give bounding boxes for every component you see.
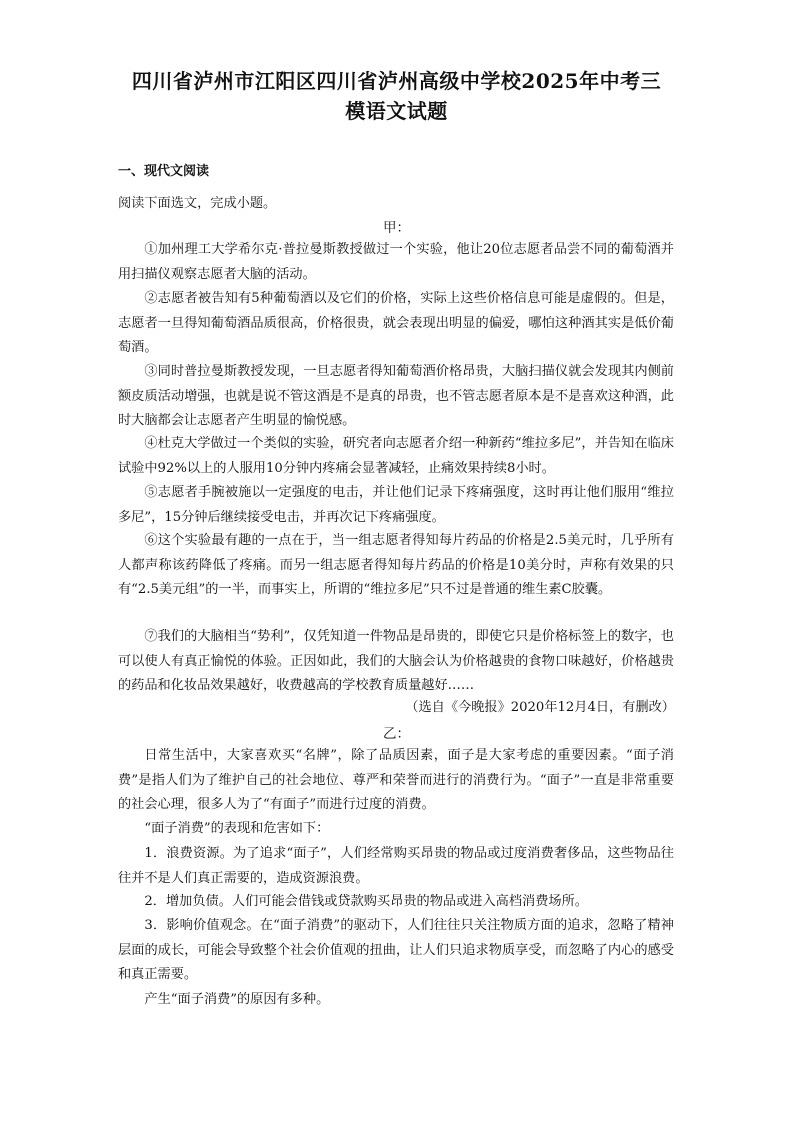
document-title bbox=[100, 66, 693, 126]
passage-jia-source: （选自《今晚报》2020年12月4日，有删改） bbox=[405, 700, 675, 715]
passage-yi-paragraph: 1．浪费资源。为了追求“面子”，人们经常购买昂贵的物品或过度消费奢侈品，这些物品往往并不是人们真正需要的，造成资源浪费。 bbox=[118, 846, 674, 886]
passage-yi-paragraph: 3．影响价值观念。在“面子消费”的驱动下，人们往往只关注物质方面的追求，忽略了精神层面的成长，可能会导致整个社会价值观的扭曲，让人们只追求物质享受，而忽略了内心的感受和真正需要。 bbox=[118, 918, 674, 982]
passage-yi-paragraph: 日常生活中，大家喜欢买“名牌”，除了品质因素，面子是大家考虑的重要因素。“面子消费”是指人们为了维护自己的社会地位、尊严和荣誉而进行的消费行为。“面子”一直是非常重要的社会心理，很多人为了“有面子”而进行过度的消费。 bbox=[118, 748, 674, 812]
passage-yi-paragraph: “面子消费”的表现和危害如下： bbox=[144, 821, 330, 836]
passage-jia-paragraph: ③同时普拉曼斯教授发现，一旦志愿者得知葡萄酒价格昂贵，大脑扫描仪就会发现其内侧前额皮质活动增强，也就是说不管这酒是不是真的昂贵，也不管志愿者原本是不是喜欢这种酒，此时大脑都会让志愿者产生明显的愉悦感。 bbox=[118, 364, 674, 428]
passage-jia-paragraph: ②志愿者被告知有5种葡萄酒以及它们的价格，实际上这些价格信息可能是虚假的。但是，志愿者一旦得知葡萄酒品质很高，价格很贵，就会表现出明显的偏爱，哪怕这种酒其实是低价葡萄酒。 bbox=[118, 291, 674, 355]
passage-jia-paragraph: ⑦我们的大脑相当“势利”，仅凭知道一件物品是昂贵的，即使它只是价格标签上的数字，也可以使人有真正愉悦的体验。正因如此，我们的大脑会认为价格越贵的食物口味越好，价格越贵的药品和化妆品效果越好，收费越高的学校教育质量越好…… bbox=[118, 629, 674, 693]
passage-jia-paragraph: ⑤志愿者手腕被施以一定强度的电击，并让他们记录下疼痛强度，这时再让他们服用“维拉多尼”，15分钟后继续接受电击，并再次记下疼痛强度。 bbox=[118, 485, 674, 525]
reading-instruction: 阅读下面选文，完成小题。 bbox=[118, 196, 277, 211]
title-line-1: 四川省泸州市江阳区四川省泸州高级中学校2025年中考三 bbox=[131, 69, 662, 93]
passage-yi-label: 乙： bbox=[383, 726, 410, 742]
passage-yi-paragraph: 2．增加负债。人们可能会借钱或贷款购买昂贵的物品或进入高档消费场所。 bbox=[144, 894, 588, 909]
passage-jia-paragraph: ④杜克大学做过一个类似的实验，研究者向志愿者介绍一种新药“维拉多尼”，并告知在临床试验中92%以上的人服用10分钟内疼痛会显著减轻，止痛效果持续8小时。 bbox=[118, 436, 674, 476]
title-line-2: 模语文试题 bbox=[345, 99, 448, 123]
passage-jia-paragraph: ⑥这个实验最有趣的一点在于，当一组志愿者得知每片药品的价格是2.5美元时，几乎所有人都声称该药降低了疼痛。而另一组志愿者得知每片药品的价格是10美分时，声称有效果的只有“2.5美元组”的一半，而事实上，所谓的“维拉多尼”只不过是普通的维生素C胶囊。 bbox=[118, 533, 674, 597]
section-heading: 一、现代文阅读 bbox=[118, 164, 210, 179]
passage-jia-paragraph: ①加州理工大学希尔克·普拉曼斯教授做过一个实验，他让20位志愿者品尝不同的葡萄酒并用扫描仪观察志愿者大脑的活动。 bbox=[118, 242, 674, 282]
passage-jia-label: 甲： bbox=[383, 220, 410, 236]
passage-yi-paragraph: 产生“面子消费”的原因有多种。 bbox=[144, 992, 330, 1007]
